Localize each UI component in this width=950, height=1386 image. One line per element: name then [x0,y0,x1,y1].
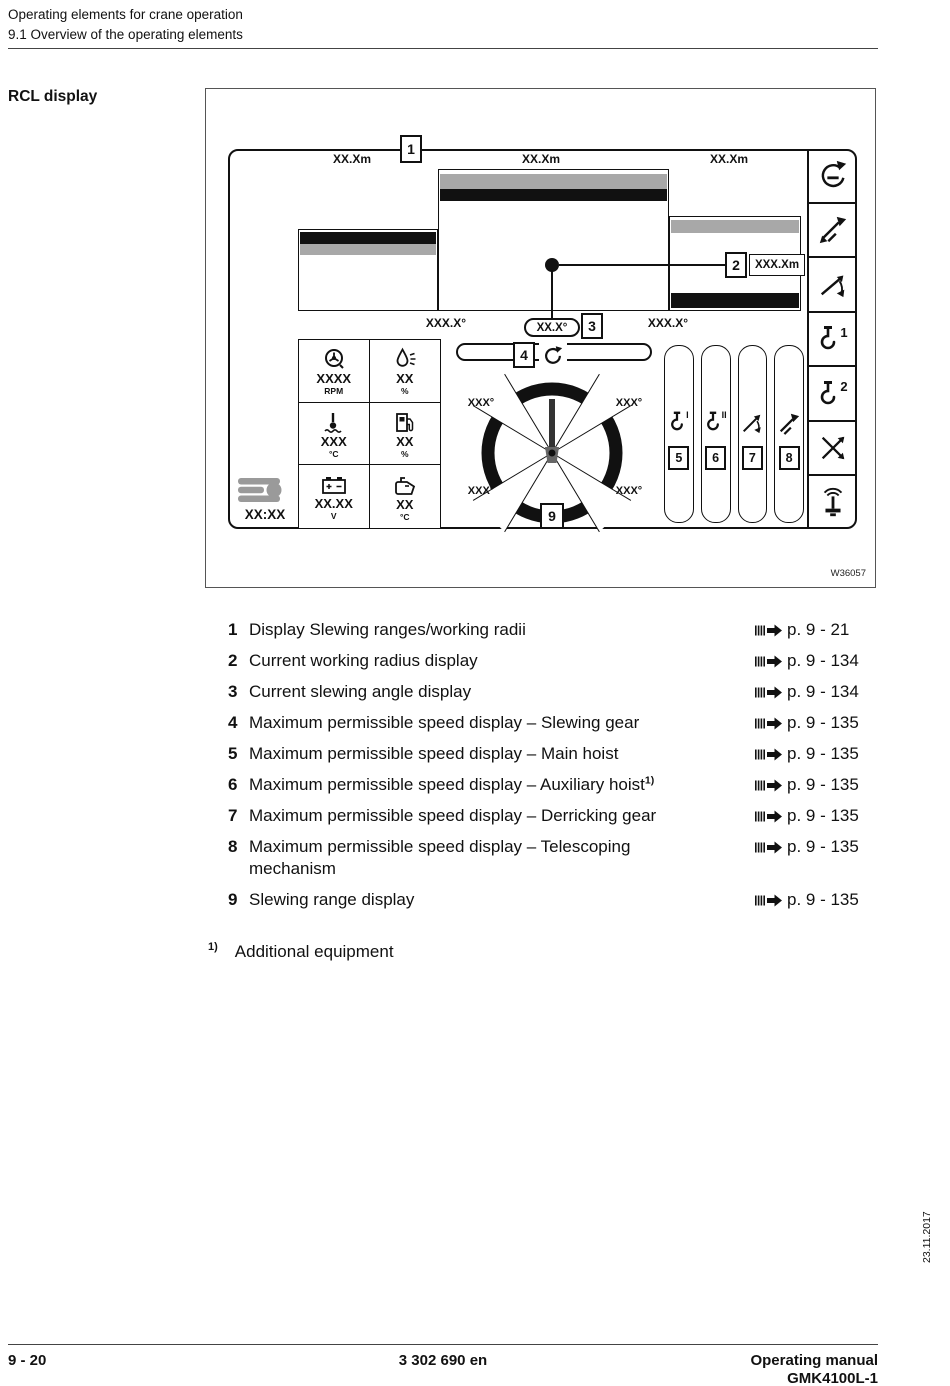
main-hoist-icon [669,410,689,442]
gauge-oil-temp [370,465,441,528]
main-hoist-icon [818,325,838,353]
slew-angle-bottom-right: XXX° [615,485,643,497]
gauge-value: XX [396,433,414,449]
softkey-rigging [809,422,857,477]
page-number: p. 9 - 134 [787,651,859,670]
legend-number: 7 [228,806,238,825]
page-ref-arrow-icon [755,841,782,854]
legend-page-ref [755,743,870,765]
auxiliary-hoist-icon [705,410,727,442]
callout-1: 1 [400,135,422,163]
slew-angle-top-left: XXX° [467,397,495,409]
telescoping-icon [777,410,801,442]
header-divider [8,48,878,49]
utilization-bar [440,174,667,189]
page-number: p. 9 - 135 [787,775,859,794]
legend-text: Maximum permissible speed display – Slewing gear [249,713,640,732]
footnote-ref: 1) [644,774,655,787]
figure-number: W36057 [830,568,866,579]
derricking-gear-icon [817,268,849,300]
load-position-dot [545,258,559,272]
legend-number: 4 [228,713,238,732]
auxiliary-hoist-icon [818,380,838,408]
utilization-bar [671,293,799,308]
boom-length-label-mid: XX.Xm [521,152,560,166]
page-number: p. 9 - 135 [787,837,859,856]
page-header [8,5,243,45]
section-title: RCL display [8,88,98,105]
gauge-unit: °C [328,448,339,459]
legend-item-8 [228,836,870,880]
callout-2: 2 [725,252,747,278]
gauge-unit: °C [399,512,410,523]
softkey-telescoping [809,204,857,259]
footnote [208,941,394,962]
gauge-value: XXXX [316,371,352,387]
working-radius-value: XXX.Xm [749,254,805,276]
utilization-chart-left [298,229,438,311]
slewing-gear-mini-icon [539,341,567,369]
page-number: p. 9 - 135 [787,806,859,825]
header-subtitle: 9.1 Overview of the operating elements [8,27,243,42]
page-ref-arrow-icon [755,748,782,761]
legend [228,619,870,920]
footer-doc-number: 3 302 690 en [398,1352,488,1369]
utilization-bar [300,232,436,244]
page-ref-arrow-icon [755,686,782,699]
legend-number: 2 [228,651,238,670]
footer-manual-title: Operating manual [750,1352,878,1369]
slewing-gear-icon [816,159,850,191]
header-title: Operating elements for crane operation [8,7,243,22]
page-number: p. 9 - 135 [787,713,859,732]
legend-text: Maximum permissible speed display – Derricking gear [249,806,657,825]
legend-number: 1 [228,620,238,639]
gauge-value: XX [396,371,414,387]
derricking-gear-icon [740,410,764,442]
page-number: p. 9 - 21 [787,620,850,639]
gauge-unit: V [330,511,337,522]
footnote-text: Additional equipment [234,941,394,961]
print-date: 23.11.2017 [921,1211,933,1263]
utilization-chart-mid [438,169,669,311]
boom-length-label-left: XX.Xm [332,152,371,166]
coolant-temp-icon [322,410,346,434]
telescoping-icon [817,214,849,246]
angle-label-right: XXX.X° [647,316,689,330]
page-ref-arrow-icon [755,717,782,730]
callout-8: 8 [779,446,800,470]
legend-number: 5 [228,744,238,763]
legend-item-7 [228,805,870,827]
crane-symbol-icon [549,399,555,447]
legend-page-ref [755,712,870,734]
radius-pointer-vline [551,271,553,319]
hook-number: 1 [840,324,848,340]
status-logo [236,477,290,503]
engine-data-panel [298,339,441,529]
softkey-derricking [809,258,857,313]
gauge-value: XX.XX [314,496,353,512]
softkey-main-hoist [809,313,857,368]
callout-9: 9 [540,503,564,529]
legend-text: Current slewing angle display [249,682,472,701]
legend-text: Current working radius display [249,651,478,670]
page-ref-arrow-icon [755,655,782,668]
speed-bar-telescoping [774,345,804,523]
callout-6: 6 [705,446,726,470]
legend-number: 6 [228,775,238,794]
gauge-value: XX [396,497,414,513]
legend-page-ref [755,619,870,641]
legend-page-ref [755,889,870,911]
page-number: p. 9 - 135 [787,744,859,763]
legend-item-5 [228,743,870,765]
callout-3: 3 [581,313,603,339]
callout-7: 7 [742,446,763,470]
softkey-auxiliary-hoist [809,367,857,422]
legend-number: 3 [228,682,238,701]
legend-page-ref [755,681,870,703]
legend-page-ref [755,650,870,672]
legend-text: Slewing range display [249,890,415,909]
page-ref-arrow-icon [755,779,782,792]
legend-text: Maximum permissible speed display – Auxiliary hoist$^{1)}$ [249,774,655,794]
legend-text: Display Slewing ranges/working radii [249,620,526,639]
rcl-display-figure [205,88,876,588]
clock-display: XX:XX [244,507,286,522]
hook-number: 2 [840,379,848,395]
engine-rpm-icon [322,347,346,371]
gauge-unit: RPM [324,386,344,397]
status-logo-icon [236,477,290,503]
legend-item-9 [228,889,870,911]
gauge-engine-rpm [299,340,370,403]
gauge-battery-voltage [299,465,370,528]
softkey-outrigger [809,476,857,529]
speed-bars-panel [664,345,804,523]
slew-angle-top-right: XXX° [615,397,643,409]
gauge-adblue-level [370,340,441,403]
speed-bar-derricking [738,345,768,523]
rcl-softkey-column [807,149,857,529]
utilization-bar [300,244,436,255]
footer-page-number: 9 - 20 [8,1352,47,1369]
outrigger-icon [817,487,849,519]
legend-text: Maximum permissible speed display – Main hoist [249,744,619,763]
footnote-marker: 1) [208,941,218,953]
gauge-unit: % [400,386,409,397]
legend-item-1 [228,619,870,641]
legend-item-6 [228,774,870,796]
legend-item-2 [228,650,870,672]
page-ref-arrow-icon [755,624,782,637]
gauge-unit: % [400,448,409,459]
legend-page-ref [755,774,870,796]
hoist-mark: I [686,410,689,420]
radius-pointer-hline [559,264,725,266]
gauge-fuel-level [370,403,441,466]
page-ref-arrow-icon [755,894,782,907]
legend-text: Maximum permissible speed display – Telescoping mechanism [249,837,631,878]
page-number: p. 9 - 135 [787,890,859,909]
legend-page-ref [755,805,870,827]
gauge-coolant-temp [299,403,370,466]
legend-number: 9 [228,890,238,909]
callout-4: 4 [513,342,535,368]
legend-item-4 [228,712,870,734]
hoist-mark: II [721,410,727,420]
legend-item-3 [228,681,870,703]
speed-bar-auxiliary-hoist [701,345,731,523]
angle-label-left: XXX.X° [425,316,467,330]
callout-5: 5 [668,446,689,470]
current-slewing-angle: XX.X° [524,318,580,337]
page-number: p. 9 - 134 [787,682,859,701]
page-ref-arrow-icon [755,810,782,823]
softkey-slewing-gear [809,149,857,204]
adblue-level-icon [393,347,417,371]
rigging-icon [817,432,849,464]
boom-length-label-right: XX.Xm [709,152,748,166]
legend-number: 8 [228,837,238,856]
utilization-bar [440,189,667,201]
fuel-level-icon [393,410,417,434]
legend-page-ref [755,836,870,858]
footer-divider [8,1344,878,1345]
gauge-value: XXX [320,433,347,449]
utilization-bar [671,220,799,233]
oil-temp-icon [392,473,418,497]
battery-voltage-icon [321,474,347,496]
speed-bar-main-hoist [664,345,694,523]
slew-angle-bottom-left: XXX° [467,485,495,497]
footer-model: GMK4100L-1 [787,1370,878,1386]
